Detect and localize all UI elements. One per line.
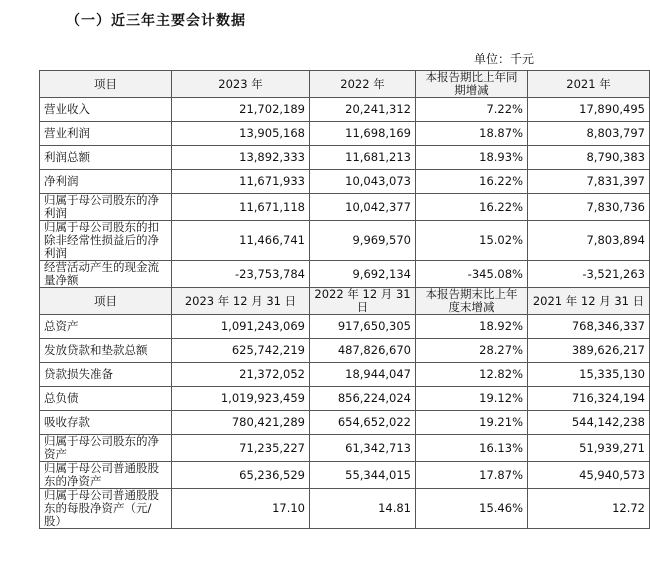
value-cell: 487,826,670 [310, 339, 416, 363]
value-cell: 7,803,894 [528, 221, 650, 261]
section-title: （一）近三年主要会计数据 [66, 13, 246, 29]
value-cell: 13,905,168 [172, 122, 310, 146]
value-cell: 20,241,312 [310, 98, 416, 122]
row-label: 发放贷款和垫款总额 [40, 339, 172, 363]
change-cell: 18.92% [416, 315, 528, 339]
row-label: 总资产 [40, 315, 172, 339]
value-cell: -3,521,263 [528, 261, 650, 288]
row-label: 归属于母公司普通股股东的每股净资产（元/股） [40, 489, 172, 529]
value-cell: 13,892,333 [172, 146, 310, 170]
table-row [40, 261, 650, 288]
change-cell: 28.27% [416, 339, 528, 363]
value-cell: 11,671,933 [172, 170, 310, 194]
table-row [40, 98, 650, 122]
change-cell: 19.21% [416, 411, 528, 435]
table-row [40, 363, 650, 387]
value-cell: 11,681,213 [310, 146, 416, 170]
value-cell: 12.72 [528, 489, 650, 529]
table-row [40, 387, 650, 411]
change-cell: 16.22% [416, 194, 528, 221]
value-cell: 21,702,189 [172, 98, 310, 122]
table-row [40, 315, 650, 339]
value-cell: 7,830,736 [528, 194, 650, 221]
change-cell: 12.82% [416, 363, 528, 387]
value-cell: 856,224,024 [310, 387, 416, 411]
row-label: 净利润 [40, 170, 172, 194]
header-cell: 本报告期末比上年度末增减 [416, 288, 528, 315]
header-cell: 2021 年 12 月 31 日 [528, 288, 650, 315]
table-row [40, 462, 650, 489]
value-cell: 18,944,047 [310, 363, 416, 387]
table-row [40, 339, 650, 363]
value-cell: 11,466,741 [172, 221, 310, 261]
table-header-row [40, 288, 650, 315]
value-cell: 1,019,923,459 [172, 387, 310, 411]
change-cell: 16.22% [416, 170, 528, 194]
change-cell: 17.87% [416, 462, 528, 489]
table-row [40, 122, 650, 146]
row-label: 吸收存款 [40, 411, 172, 435]
value-cell: -23,753,784 [172, 261, 310, 288]
value-cell: 51,939,271 [528, 435, 650, 462]
value-cell: 17.10 [172, 489, 310, 529]
row-label: 经营活动产生的现金流量净额 [40, 261, 172, 288]
header-cell: 2023 年 [172, 71, 310, 98]
value-cell: 45,940,573 [528, 462, 650, 489]
value-cell: 21,372,052 [172, 363, 310, 387]
value-cell: 65,236,529 [172, 462, 310, 489]
value-cell: 11,698,169 [310, 122, 416, 146]
value-cell: 625,742,219 [172, 339, 310, 363]
value-cell: 11,671,118 [172, 194, 310, 221]
header-cell: 2021 年 [528, 71, 650, 98]
table-row [40, 146, 650, 170]
value-cell: 15,335,130 [528, 363, 650, 387]
value-cell: 389,626,217 [528, 339, 650, 363]
value-cell: 917,650,305 [310, 315, 416, 339]
table-row [40, 411, 650, 435]
change-cell: 18.93% [416, 146, 528, 170]
row-label: 归属于母公司股东的扣除非经常性损益后的净利润 [40, 221, 172, 261]
row-label: 归属于母公司普通股股东的净资产 [40, 462, 172, 489]
change-cell: 15.02% [416, 221, 528, 261]
header-cell: 2022 年 [310, 71, 416, 98]
row-label: 营业利润 [40, 122, 172, 146]
value-cell: 716,324,194 [528, 387, 650, 411]
value-cell: 10,043,073 [310, 170, 416, 194]
value-cell: 1,091,243,069 [172, 315, 310, 339]
header-cell: 本报告期比上年同期增减 [416, 71, 528, 98]
row-label: 营业收入 [40, 98, 172, 122]
change-cell: 15.46% [416, 489, 528, 529]
row-label: 归属于母公司股东的净资产 [40, 435, 172, 462]
change-cell: 16.13% [416, 435, 528, 462]
value-cell: 8,803,797 [528, 122, 650, 146]
table-row [40, 194, 650, 221]
value-cell: 55,344,015 [310, 462, 416, 489]
table-row [40, 170, 650, 194]
financial-data-table [39, 70, 650, 529]
value-cell: 71,235,227 [172, 435, 310, 462]
value-cell: 768,346,337 [528, 315, 650, 339]
change-cell: 7.22% [416, 98, 528, 122]
row-label: 归属于母公司股东的净利润 [40, 194, 172, 221]
table-row [40, 435, 650, 462]
unit-label: 单位：千元 [473, 52, 534, 66]
value-cell: 780,421,289 [172, 411, 310, 435]
value-cell: 61,342,713 [310, 435, 416, 462]
value-cell: 9,969,570 [310, 221, 416, 261]
row-label: 总负债 [40, 387, 172, 411]
value-cell: 9,692,134 [310, 261, 416, 288]
row-label: 利润总额 [40, 146, 172, 170]
header-cell: 项目 [40, 288, 172, 315]
change-cell: 18.87% [416, 122, 528, 146]
value-cell: 8,790,383 [528, 146, 650, 170]
change-cell: 19.12% [416, 387, 528, 411]
value-cell: 10,042,377 [310, 194, 416, 221]
row-label: 贷款损失准备 [40, 363, 172, 387]
value-cell: 7,831,397 [528, 170, 650, 194]
header-cell: 2022 年 12 月 31 日 [310, 288, 416, 315]
header-cell: 2023 年 12 月 31 日 [172, 288, 310, 315]
table-row [40, 221, 650, 261]
header-cell: 项目 [40, 71, 172, 98]
change-cell: -345.08% [416, 261, 528, 288]
value-cell: 654,652,022 [310, 411, 416, 435]
value-cell: 14.81 [310, 489, 416, 529]
table-header-row [40, 71, 650, 98]
value-cell: 544,142,238 [528, 411, 650, 435]
value-cell: 17,890,495 [528, 98, 650, 122]
table-row [40, 489, 650, 529]
